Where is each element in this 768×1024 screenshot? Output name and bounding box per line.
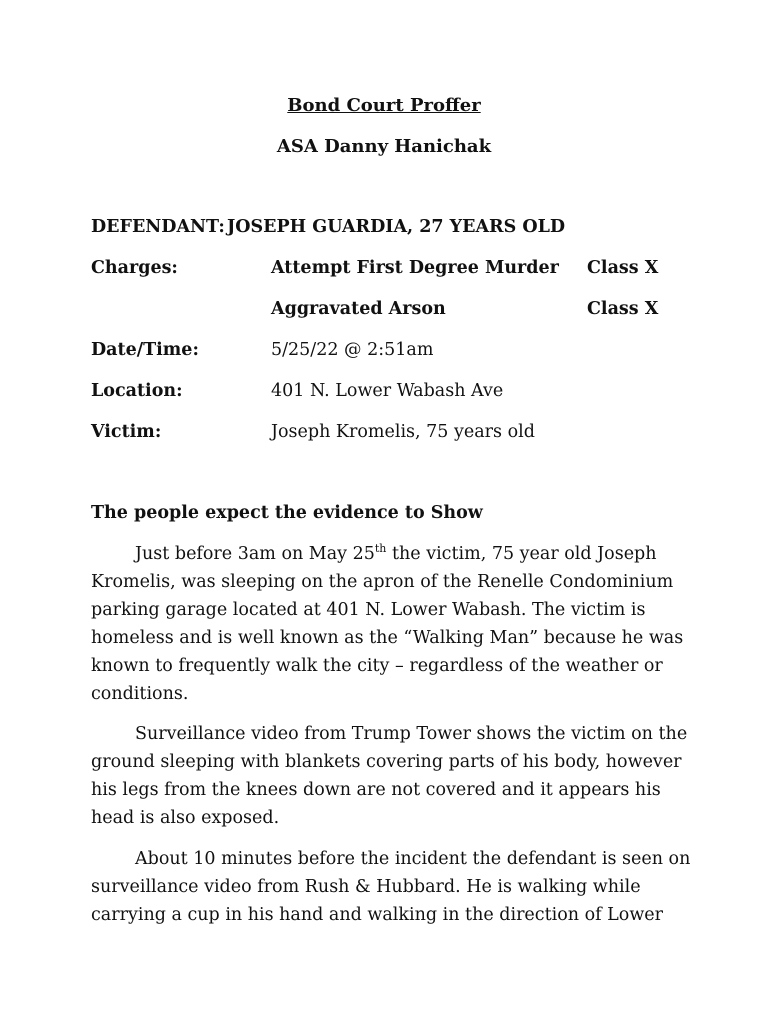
- victim-label: Victim:: [91, 422, 162, 442]
- charge-2: Aggravated Arson: [271, 299, 446, 319]
- paragraph-2: [91, 720, 688, 832]
- charge-1-class: Class X: [587, 258, 659, 278]
- defendant-line: [91, 217, 565, 237]
- paragraph-line: surveillance video from Rush & Hubbard. He is walking while: [91, 877, 641, 897]
- text-span: Just before 3am on May 25: [135, 544, 375, 564]
- defendant-label: DEFENDANT:: [91, 217, 225, 237]
- text-span: the victim, 75 year old Joseph: [386, 544, 657, 564]
- location-value: 401 N. Lower Wabash Ave: [271, 381, 504, 401]
- paragraph-line: his legs from the knees down are not covered and it appears his: [91, 780, 661, 800]
- paragraph-line: known to frequently walk the city – regardless of the weather or: [91, 656, 663, 676]
- paragraph-line: Surveillance video from Trump Tower shows the victim on the: [135, 724, 688, 744]
- paragraph-1: [91, 540, 684, 708]
- datetime-label: Date/Time:: [91, 340, 199, 360]
- charge-1: Attempt First Degree Murder: [271, 258, 559, 278]
- datetime-value: 5/25/22 @ 2:51am: [271, 340, 434, 360]
- paragraph-line: About 10 minutes before the incident the defendant is seen on: [135, 849, 691, 869]
- paragraph-line: conditions.: [91, 684, 189, 704]
- paragraph-line: head is also exposed.: [91, 808, 280, 828]
- paragraph-line: homeless and is well known as the “Walking Man” because he was: [91, 628, 684, 648]
- ordinal-suffix: th: [374, 542, 387, 555]
- charges-label: Charges:: [91, 258, 178, 278]
- victim-value: Joseph Kromelis, 75 years old: [271, 422, 535, 442]
- charge-2-class: Class X: [587, 299, 659, 319]
- evidence-heading: The people expect the evidence to Show: [91, 503, 483, 523]
- document-subtitle: ASA Danny Hanichak: [276, 136, 492, 157]
- paragraph-3: [91, 845, 691, 929]
- location-label: Location:: [91, 381, 183, 401]
- paragraph-line: Kromelis, was sleeping on the apron of the Renelle Condominium: [91, 572, 674, 592]
- paragraph-line: carrying a cup in his hand and walking in the direction of Lower: [91, 905, 664, 925]
- defendant-value: JOSEPH GUARDIA, 27 YEARS OLD: [227, 217, 566, 237]
- paragraph-line: [91, 540, 681, 568]
- paragraph-line: ground sleeping with blankets covering parts of his body, however: [91, 752, 682, 772]
- document-title: Bond Court Proffer: [287, 95, 481, 116]
- paragraph-line: parking garage located at 401 N. Lower Wabash. The victim is: [91, 600, 646, 620]
